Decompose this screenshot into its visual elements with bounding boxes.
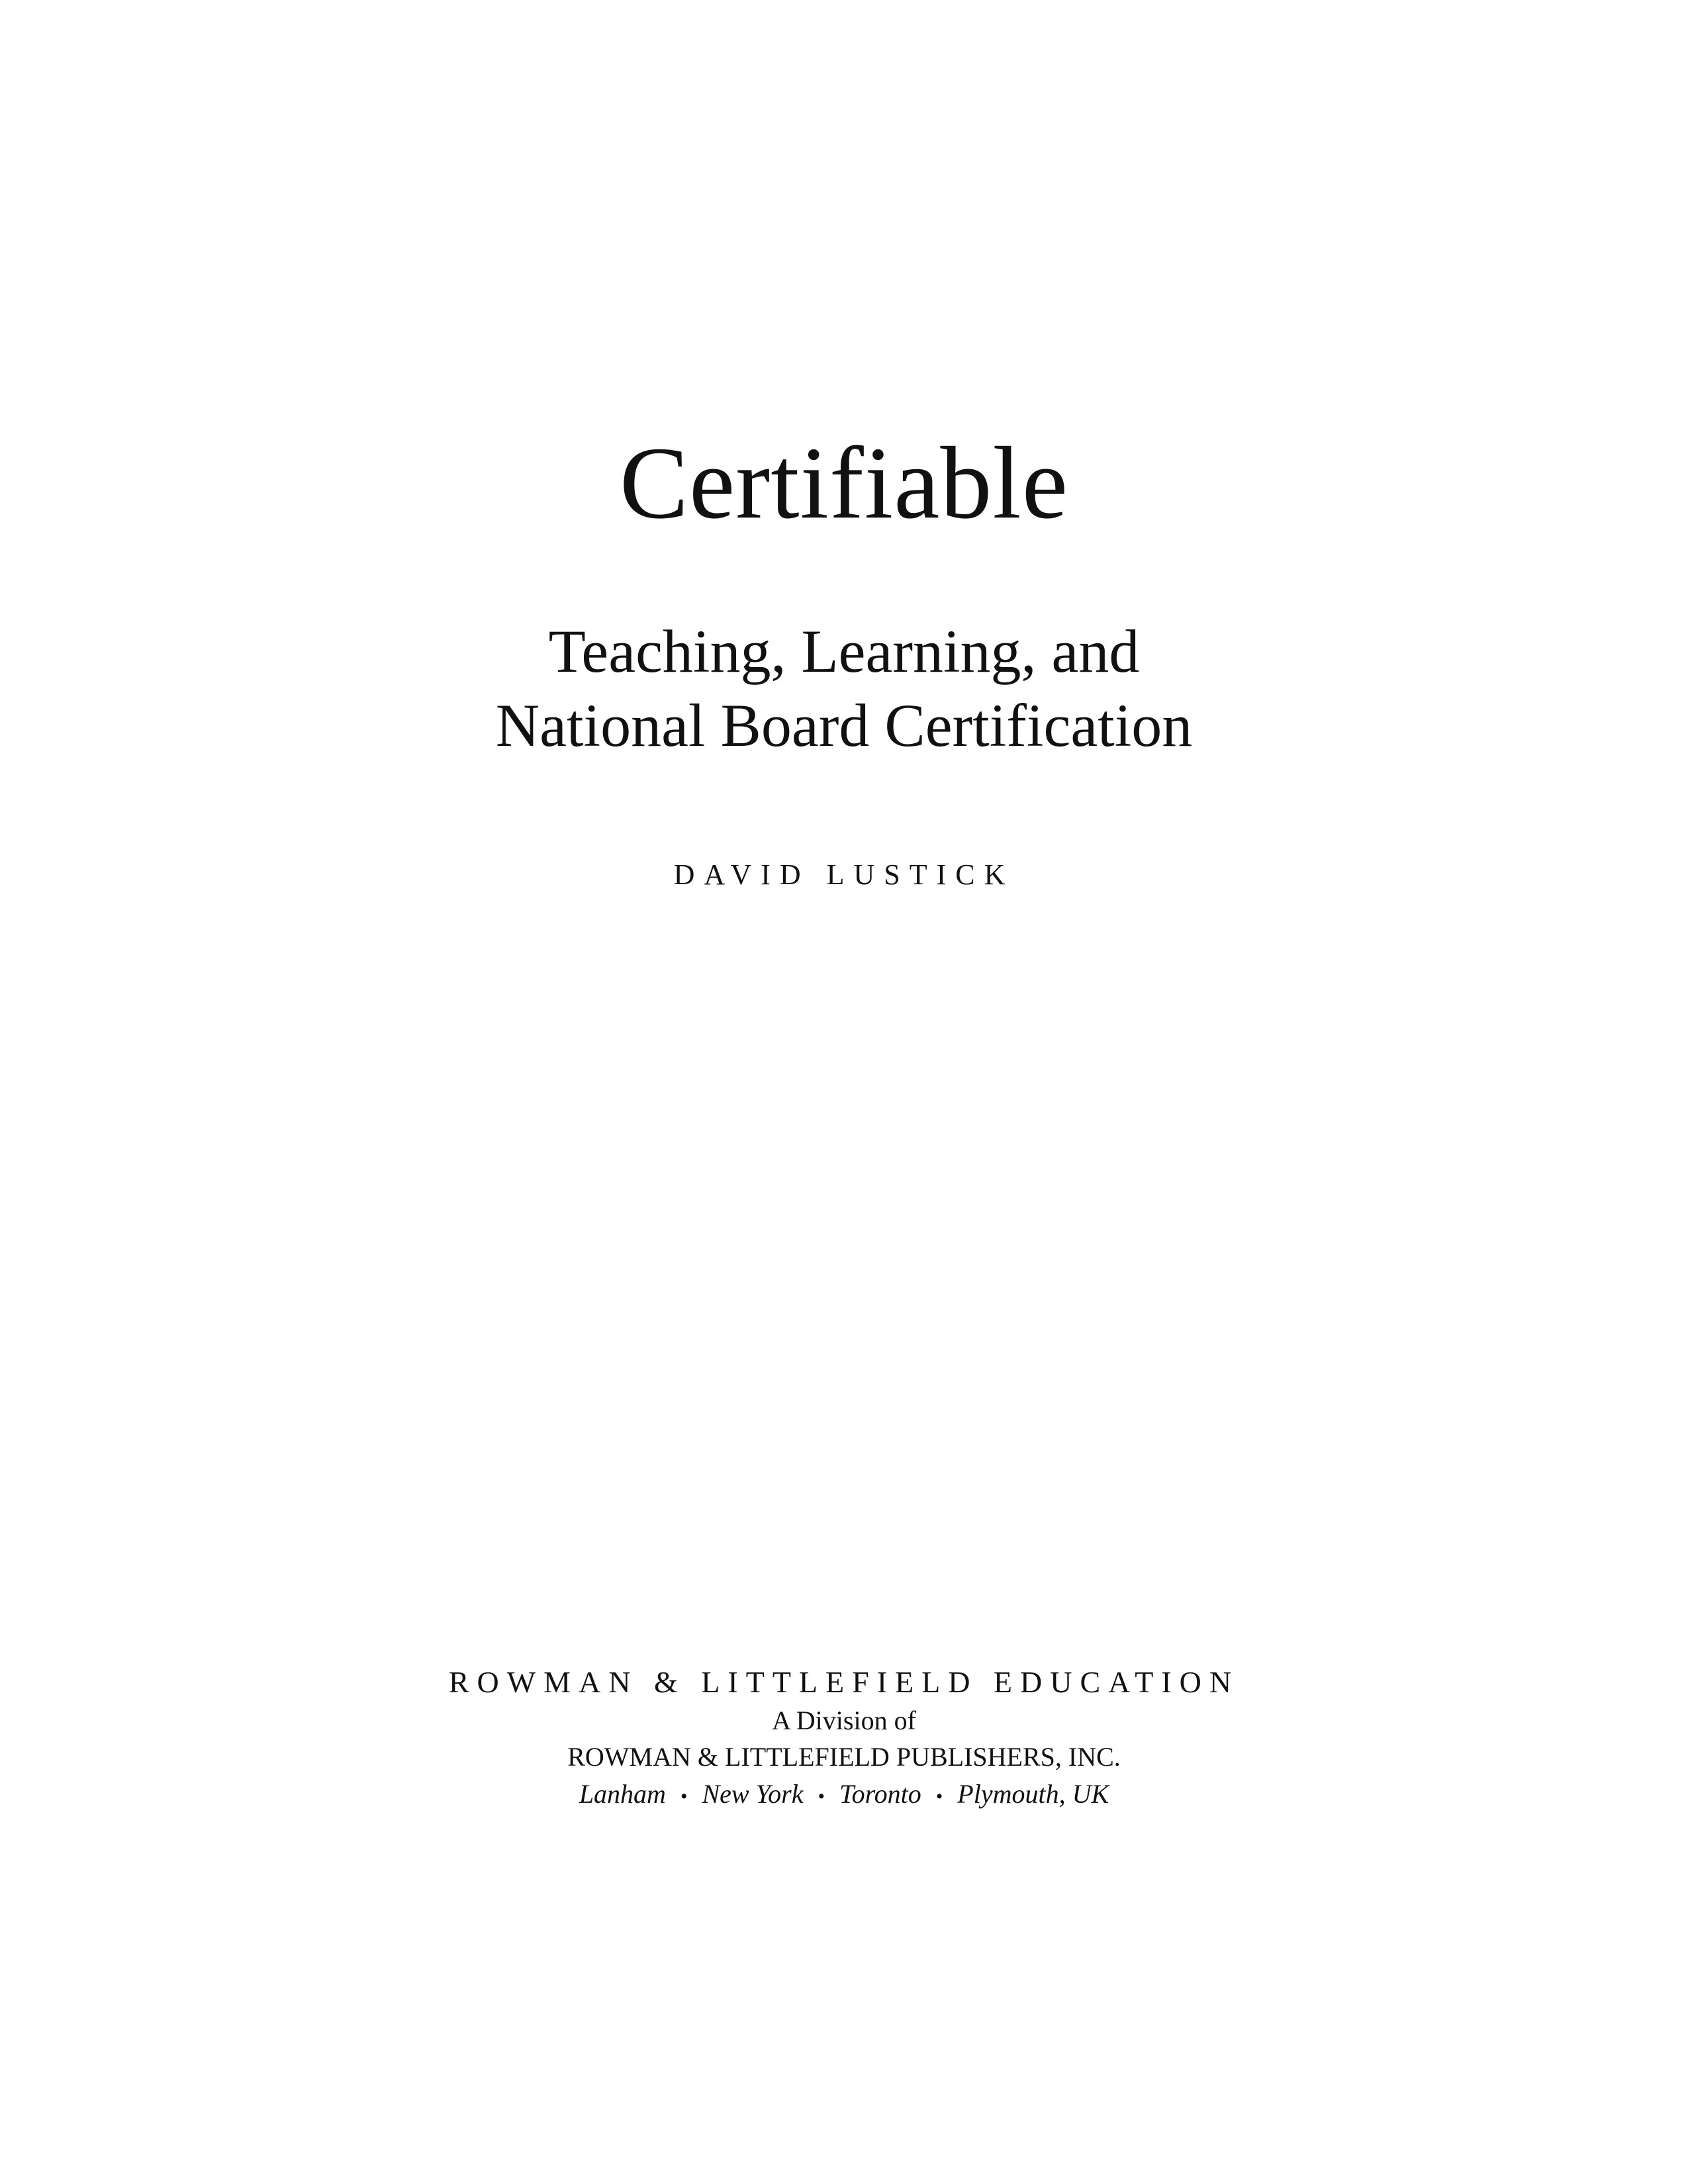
- city-separator: •: [935, 1785, 943, 1807]
- book-subtitle: [0, 614, 1688, 762]
- publisher-parent: ROWMAN & LITTLEFIELD PUBLISHERS, INC.: [567, 1742, 1121, 1772]
- city-separator: •: [680, 1785, 688, 1807]
- city-lanham: Lanham: [579, 1779, 666, 1809]
- city-new-york: New York: [702, 1779, 804, 1809]
- publisher-division: A Division of: [772, 1706, 916, 1735]
- city-toronto: Toronto: [839, 1779, 921, 1809]
- subtitle-line-2: National Board Certification: [495, 692, 1193, 759]
- publisher-imprint: ROWMAN & LITTLEFIELD EDUCATION: [448, 1665, 1240, 1699]
- book-title: Certifiable: [619, 426, 1069, 540]
- subtitle-line-1: Teaching, Learning, and: [548, 617, 1140, 685]
- publisher-cities: [0, 1776, 1688, 1815]
- publisher-block: [0, 1661, 1688, 1815]
- city-plymouth: Plymouth, UK: [957, 1779, 1109, 1809]
- city-separator: •: [818, 1785, 825, 1807]
- author-name: DAVID LUSTICK: [673, 858, 1015, 891]
